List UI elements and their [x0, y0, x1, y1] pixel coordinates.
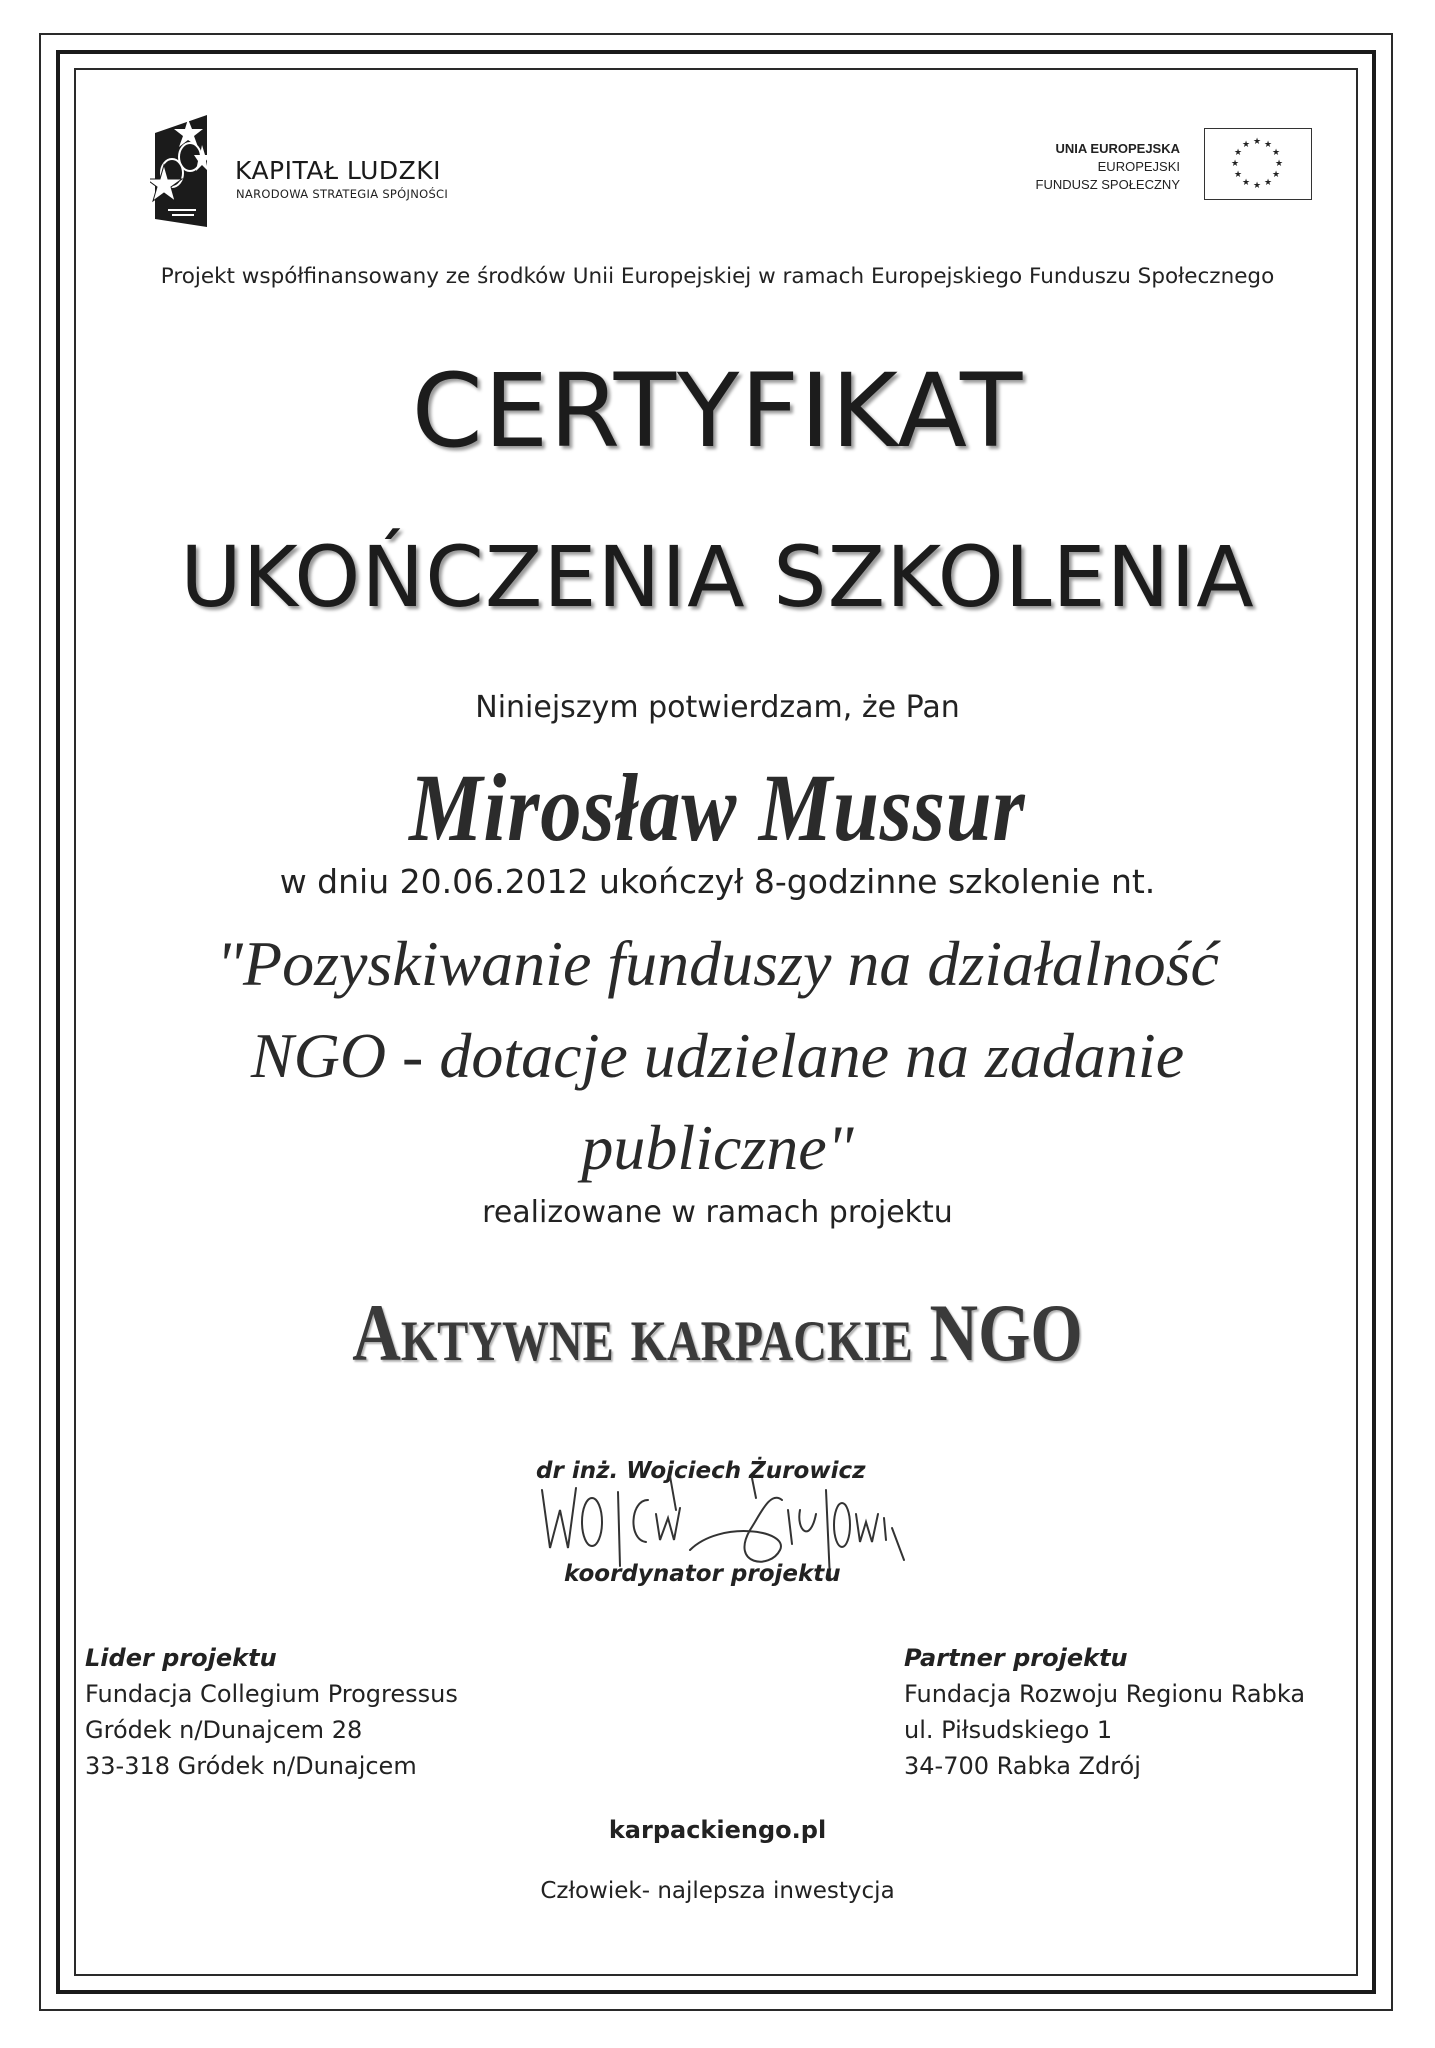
svg-text:★: ★	[1271, 170, 1281, 180]
signatory-name: dr inż. Wojciech Żurowicz	[536, 1458, 866, 1484]
leader-line-2: Gródek n/Dunajcem 28	[85, 1716, 363, 1744]
topic-line-3: publiczne"	[581, 1112, 854, 1183]
eu-line-3: FUNDUSZ SPOŁECZNY	[1035, 177, 1180, 192]
eu-logo-text	[1036, 140, 1180, 194]
slogan: Człowiek- najlepsza inwestycja	[540, 1878, 895, 1904]
leader-header: Lider projektu	[85, 1644, 277, 1672]
confirmation-text: Niniejszym potwierdzam, że Pan	[475, 690, 960, 725]
kapital-ludzki-title: KAPITAŁ LUDZKI	[235, 156, 442, 185]
svg-text:★: ★	[1263, 140, 1273, 150]
svg-text:★: ★	[1252, 137, 1262, 147]
certificate-title: CERTYFIKAT	[411, 352, 1024, 471]
certificate-subtitle: UKOŃCZENIA SZKOLENIA	[180, 528, 1255, 626]
topic-line-2: NGO - dotacje udzielane na zadanie	[250, 1020, 1185, 1091]
partner-line-2: ul. Piłsudskiego 1	[904, 1716, 1113, 1744]
realized-in-text: realizowane w ramach projektu	[482, 1195, 953, 1230]
partner-line-3: 34-700 Rabka Zdrój	[904, 1752, 1141, 1780]
svg-text:★: ★	[1263, 178, 1273, 188]
website-link[interactable]: karpackiengo.pl	[608, 1816, 827, 1844]
svg-text:★: ★	[1241, 178, 1251, 188]
completion-text: w dniu 20.06.2012 ukończył 8-godzinne szkolenie nt.	[279, 862, 1156, 901]
eu-flag-icon	[1204, 128, 1312, 200]
recipient-name-wrap	[0, 752, 1435, 863]
svg-text:★: ★	[1233, 170, 1243, 180]
svg-text:★: ★	[1252, 181, 1262, 191]
eu-line-2: EUROPEJSKI	[1097, 159, 1180, 174]
recipient-name: Mirosław Mussur	[409, 754, 1026, 861]
leader-line-1: Fundacja Collegium Progressus	[85, 1680, 458, 1708]
training-topic	[0, 918, 1435, 1194]
topic-line-1: "Pozyskiwanie funduszy na działalność	[216, 928, 1219, 999]
partner-line-1: Fundacja Rozwoju Regionu Rabka	[904, 1680, 1306, 1708]
kapital-ludzki-logo-icon	[150, 115, 210, 227]
project-name: Aktywne karpackie NGO	[352, 1287, 1083, 1378]
svg-text:★: ★	[1233, 148, 1243, 158]
signatory-role: koordynator projektu	[564, 1561, 841, 1587]
partner-header: Partner projektu	[904, 1644, 1128, 1672]
leader-line-3: 33-318 Gródek n/Dunajcem	[85, 1752, 417, 1780]
project-leader-block	[85, 1640, 458, 1784]
kapital-ludzki-subtitle: NARODOWA STRATEGIA SPÓJNOŚCI	[236, 187, 449, 201]
project-partner-block	[904, 1640, 1305, 1784]
svg-text:★: ★	[1274, 159, 1284, 169]
svg-text:★: ★	[1271, 148, 1281, 158]
svg-text:★: ★	[1241, 140, 1251, 150]
eu-line-1: UNIA EUROPEJSKA	[1055, 141, 1180, 156]
svg-text:★: ★	[1230, 159, 1240, 169]
cofinancing-statement: Projekt współfinansowany ze środków Unii Europejskiej w ramach Europejskiego Funduszu Społecznego	[160, 264, 1275, 289]
